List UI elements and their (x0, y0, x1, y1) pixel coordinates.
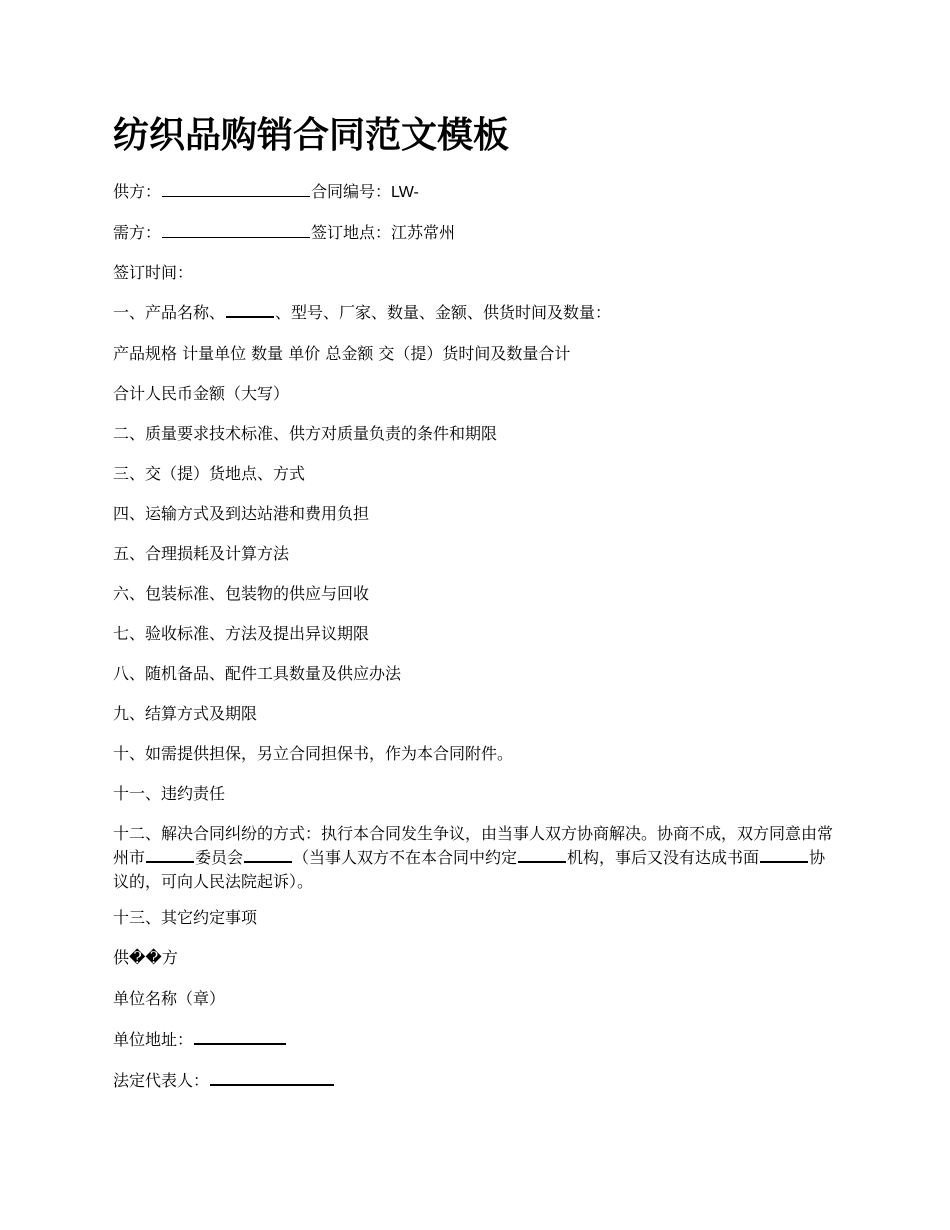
buyer-blank (162, 222, 310, 238)
unit-address-line (113, 1028, 287, 1052)
supplier-label: 供方： (113, 182, 162, 201)
clause-10: 十、如需提供担保，另立合同担保书，作为本合同附件。 (113, 744, 514, 763)
legal-rep-line (113, 1069, 335, 1093)
buyer-line (113, 221, 455, 245)
clause-9: 九、结算方式及期限 (113, 704, 258, 723)
clause-6: 六、包装标准、包装物的供应与回收 (113, 584, 370, 603)
clause-13: 十三、其它约定事项 (113, 908, 258, 927)
sign-place-label: 签订地点： (311, 223, 392, 242)
unit-address-blank (194, 1028, 286, 1045)
clause-12-part5: 协议的，可向人民法院起诉）。 (113, 848, 826, 891)
supplier-blank (162, 181, 310, 197)
clause-11: 十一、违约责任 (113, 784, 226, 803)
clause-2: 二、质量要求技术标准、供方对质量负责的条件和期限 (113, 424, 498, 443)
total-rmb: 合计人民币金额（大写） (113, 384, 290, 403)
clause-12-part2: 委员会 (195, 848, 244, 867)
legal-rep-blank (210, 1069, 334, 1086)
product-name-blank (226, 301, 274, 318)
city-blank (146, 846, 194, 863)
sign-place-value: 江苏常州 (391, 223, 456, 242)
committee-blank (244, 846, 292, 863)
sign-time: 签订时间： (113, 263, 194, 282)
clause-4: 四、运输方式及到达站港和费用负担 (113, 504, 370, 523)
clause-1 (113, 301, 611, 325)
clause-3: 三、交（提）货地点、方式 (113, 464, 306, 483)
table-header: 产品规格 计量单位 数量 单价 总金额 交（提）货时间及数量合计 (113, 344, 571, 363)
contract-no-label: 合同编号： (311, 182, 392, 201)
written-agreement-blank (760, 846, 808, 863)
clause-8: 八、随机备品、配件工具数量及供应办法 (113, 664, 402, 683)
clause-12-part3: （当事人双方不在本合同中约定 (293, 848, 518, 867)
clause-12-part4: 机构，事后又没有达成书面 (567, 848, 760, 867)
unit-address-label: 单位地址： (113, 1030, 194, 1049)
page-title: 纺织品购销合同范文模板 (113, 115, 510, 156)
agency-blank (518, 846, 566, 863)
clause-12-part1: 十二、解决合同纠纷的方式：执行本合同发生争议，由当事人双方协商解决。协商不成，双方同意由常州市 (113, 824, 834, 867)
supplier-line (113, 180, 419, 205)
buyer-label: 需方： (113, 223, 162, 242)
party-supplier: 供��方 (113, 948, 178, 967)
clause-1-after: 、型号、厂家、数量、金额、供货时间及数量： (275, 303, 612, 322)
clause-1-before: 一、产品名称、 (113, 303, 226, 322)
unit-name: 单位名称（章） (113, 989, 226, 1008)
legal-rep-label: 法定代表人： (113, 1071, 210, 1090)
clause-12 (113, 822, 833, 894)
clause-7: 七、验收标准、方法及提出异议期限 (113, 624, 370, 643)
clause-5: 五、合理损耗及计算方法 (113, 544, 290, 563)
contract-no-value: LW- (391, 184, 419, 201)
